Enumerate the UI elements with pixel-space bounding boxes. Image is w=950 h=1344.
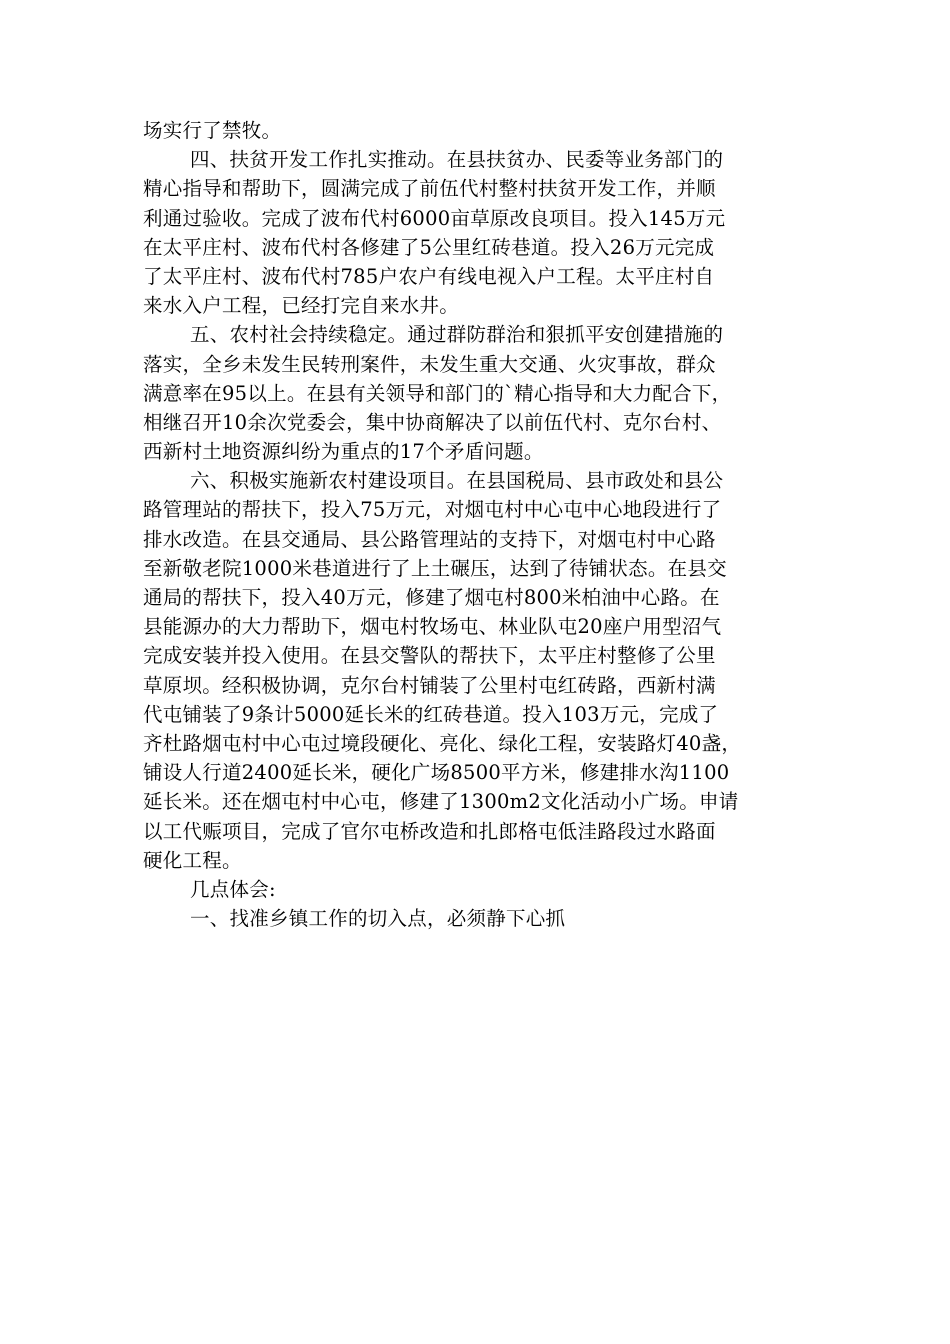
text-line: 精心指导和帮助下，圆满完成了前伍代村整村扶贫开发工作，并顺 xyxy=(143,177,716,201)
text-line: 代屯铺装了9条计5000延长米的红砖巷道。投入103万元，完成了 xyxy=(143,702,719,726)
text-line: 以工代赈项目，完成了官尔屯桥改造和扎郎格屯低洼路段过水路面 xyxy=(143,819,716,843)
text-line: 铺设人行道2400延长米，硬化广场8500平方米，修建排水沟1100 xyxy=(143,761,730,785)
body-text xyxy=(143,116,813,933)
text-line: 场实行了禁牧。 xyxy=(143,119,282,142)
text-line: 齐杜路烟屯村中心屯过境段硬化、亮化、绿化工程，安装路灯40盏， xyxy=(143,731,742,755)
text-line: 利通过验收。完成了波布代村6000亩草原改良项目。投入145万元 xyxy=(143,206,726,230)
text-line: 县能源办的大力帮助下，烟屯村牧场屯、林业队屯20座户用型沼气 xyxy=(143,615,722,639)
text-line: 相继召开10余次党委会，集中协商解决了以前伍代村、克尔台村、 xyxy=(143,410,722,434)
text-line: 通局的帮扶下，投入40万元，修建了烟屯村800米柏油中心路。在 xyxy=(143,586,720,609)
text-line: 排水改造。在县交通局、县公路管理站的支持下，对烟屯村中心路 xyxy=(143,527,716,551)
text-line: 草原坝。经积极协调，克尔台村铺装了公里村屯红砖路，西新村满 xyxy=(143,673,716,697)
text-line: 来水入户工程，已经打完自来水井。 xyxy=(143,294,460,318)
paragraph-4-heading-line: 四、扶贫开发工作扎实推动。在县扶贫办、民委等业务部门的 xyxy=(190,148,724,172)
summary-heading-line: 几点体会: xyxy=(190,877,276,901)
text-line: 至新敬老院1000米巷道进行了上土碾压，达到了待铺状态。在县交 xyxy=(143,556,727,580)
text-line: 落实，全乡未发生民转刑案件，未发生重大交通、火灾事故，群众 xyxy=(143,352,716,376)
text-line: 路管理站的帮扶下，投入75万元，对烟屯村中心屯中心地段进行了 xyxy=(143,498,722,522)
text-line: 西新村土地资源纠纷为重点的17个矛盾问题。 xyxy=(143,440,544,464)
text-line: 完成安装并投入使用。在县交警队的帮扶下，太平庄村整修了公里 xyxy=(143,644,716,668)
paragraph-6-heading-line: 六、积极实施新农村建设项目。在县国税局、县市政处和县公 xyxy=(190,469,724,493)
summary-point-1-line: 一、找准乡镇工作的切入点，必须静下心抓 xyxy=(190,907,566,931)
text-line: 硬化工程。 xyxy=(143,848,242,872)
text-line: 满意率在95以上。在县有关领导和部门的`精心指导和大力配合下， xyxy=(143,381,732,405)
text-line: 延长米。还在烟屯村中心屯，修建了1300m2文化活动小广场。申请 xyxy=(143,790,739,814)
text-line: 了太平庄村、波布代村785户农户有线电视入户工程。太平庄村自 xyxy=(143,264,715,288)
paragraph-5-heading-line: 五、农村社会持续稳定。通过群防群治和狠抓平安创建措施的 xyxy=(190,323,724,347)
text-line: 在太平庄村、波布代村各修建了5公里红砖巷道。投入26万元完成 xyxy=(143,235,715,259)
